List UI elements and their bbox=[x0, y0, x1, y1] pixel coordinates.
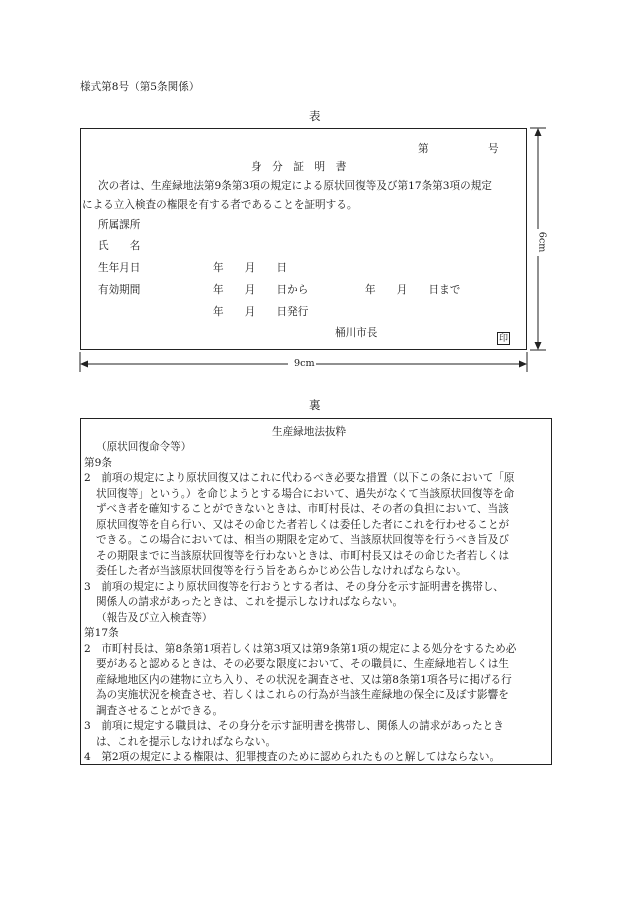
law-line: 2 市町村長は、第8条第1項若しくは第3項又は第9条第1項の規定による処分をするため必 bbox=[84, 643, 517, 655]
law-line: （原状回復命令等） bbox=[96, 441, 192, 453]
law-line: 調査させることができる。 bbox=[96, 705, 224, 717]
dimension-height-label: 6cm bbox=[536, 231, 548, 253]
law-line: 委任した者が当該原状回復等を行う旨をあらかじめ公告しなければならない。 bbox=[96, 565, 467, 577]
card-body-line-1: 次の者は、生産緑地法第9条第3項の規定による原状回復等及び第17条第3項の規定 bbox=[98, 180, 492, 192]
law-line: 4 第2項の規定による権限は、犯罪捜査のために認められたものと解してはならない。 bbox=[84, 751, 501, 763]
field-validity-to: 年 月 日まで bbox=[365, 284, 461, 296]
law-line: その期限までに当該原状回復等を行わないときは、市町村長又はその命じた者若しくは bbox=[96, 550, 510, 562]
law-line: 3 前項の規定により原状回復等を行おうとする者は、その身分を示す証明書を携帯し、 bbox=[84, 581, 504, 593]
field-issued: 年 月 日発行 bbox=[213, 306, 309, 318]
field-birth-label: 生年月日 bbox=[98, 262, 141, 274]
law-line: 関係人の請求があったときは、これを提示しなければならない。 bbox=[96, 596, 404, 608]
law-line: 第17条 bbox=[84, 627, 119, 639]
law-line: できる。この場合においては、相当の期限を定めて、当該原状回復等を行うべき旨及び bbox=[96, 534, 509, 546]
front-heading: 表 bbox=[309, 109, 321, 123]
number-go: 号 bbox=[488, 143, 499, 155]
field-birth-value: 年 月 日 bbox=[213, 262, 288, 274]
field-validity-from: 年 月 日から bbox=[213, 284, 309, 296]
law-line: 産緑地地区内の建物に立ち入り、その状況を調査させ、又は第8条第1項各号に掲げる行 bbox=[96, 674, 512, 686]
seal-text: 印 bbox=[498, 334, 508, 344]
law-line: （報告及び立入検査等） bbox=[96, 612, 213, 624]
law-line: 第9条 bbox=[84, 457, 112, 469]
law-line: 状回復等」という。）を命じようとする場合において、過失がなくて当該原状回復等を命 bbox=[96, 488, 515, 500]
law-line: 2 前項の規定により原状回復又はこれに代わるべき必要な措置（以下この条において「原 bbox=[84, 472, 515, 484]
law-line: 原状回復等を自ら行い、又はその命じた者若しくは委任した者にこれを行わせることが bbox=[96, 519, 510, 531]
law-line: 3 前項に規定する職員は、その身分を示す証明書を携帯し、関係人の請求があったとき bbox=[84, 720, 504, 732]
law-line: 為の実施状況を検査させ、若しくはこれらの行為が当該生産緑地の保全に及ぼす影響を bbox=[96, 689, 509, 701]
dimension-width-label: 9cm bbox=[294, 358, 315, 369]
issuer-name: 桶川市長 bbox=[335, 327, 378, 339]
field-validity-label: 有効期間 bbox=[98, 284, 141, 296]
law-excerpt-title: 生産緑地法抜粋 bbox=[272, 426, 347, 438]
law-line: ずべき者を確知することができないときは、市町村長は、その者の負担において、当該 bbox=[96, 503, 509, 515]
field-name-label: 氏 名 bbox=[98, 240, 141, 252]
law-line: は、これを提示しなければならない。 bbox=[96, 736, 277, 748]
law-line: 要があると認めるときは、その必要な限度において、その職員に、生産緑地若しくは生 bbox=[96, 658, 509, 670]
card-body-line-2: による立入検査の権限を有する者であることを証明する。 bbox=[82, 199, 358, 211]
card-title: 身 分 証 明 書 bbox=[251, 161, 347, 173]
field-dept-label: 所属課所 bbox=[98, 219, 141, 231]
number-dai: 第 bbox=[418, 143, 429, 155]
back-heading: 裏 bbox=[309, 398, 321, 412]
form-label: 様式第8号（第5条関係） bbox=[80, 81, 200, 93]
